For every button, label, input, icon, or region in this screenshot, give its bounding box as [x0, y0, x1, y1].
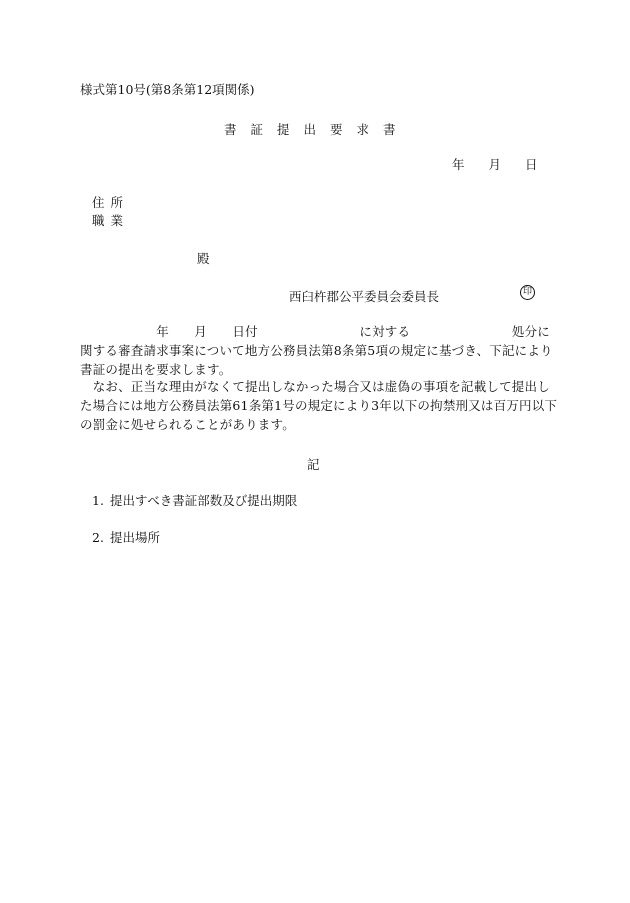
issuer-name: 西臼杵郡公平委員会委員長: [289, 289, 440, 304]
list-item-text: 提出すべき書証部数及び提出期限: [110, 493, 298, 508]
list-item: [92, 491, 297, 509]
date-line: 年 月 日: [452, 157, 538, 172]
ki-heading: 記: [307, 457, 320, 472]
honorific: 殿: [197, 251, 210, 266]
document-title: 書証提出要求書: [224, 122, 410, 137]
body-paragraph-2: なお、正当な理由がなくて提出しなかった場合又は虚偽の事項を記載して提出した場合には地方公務員法第61条第1号の規定により3年以下の拘禁刑又は百万円以下の罰金に処せられることがあります。: [80, 379, 558, 432]
form-number: 様式第10号(第8条第12項関係): [80, 82, 255, 97]
address-label: 住所: [92, 195, 130, 210]
list-item: [92, 528, 160, 546]
seal-icon: 印: [520, 285, 535, 300]
body-paragraph-1: 年 月 日付 に対する 処分に関する審査請求事案について地方公務員法第8条第5項の規定に基づき、下記により書証の提出を要求します。: [80, 324, 553, 377]
list-item-number: 2.: [92, 530, 104, 545]
list-item-text: 提出場所: [110, 530, 161, 545]
list-item-number: 1.: [92, 493, 104, 508]
occupation-label: 職業: [92, 213, 130, 228]
